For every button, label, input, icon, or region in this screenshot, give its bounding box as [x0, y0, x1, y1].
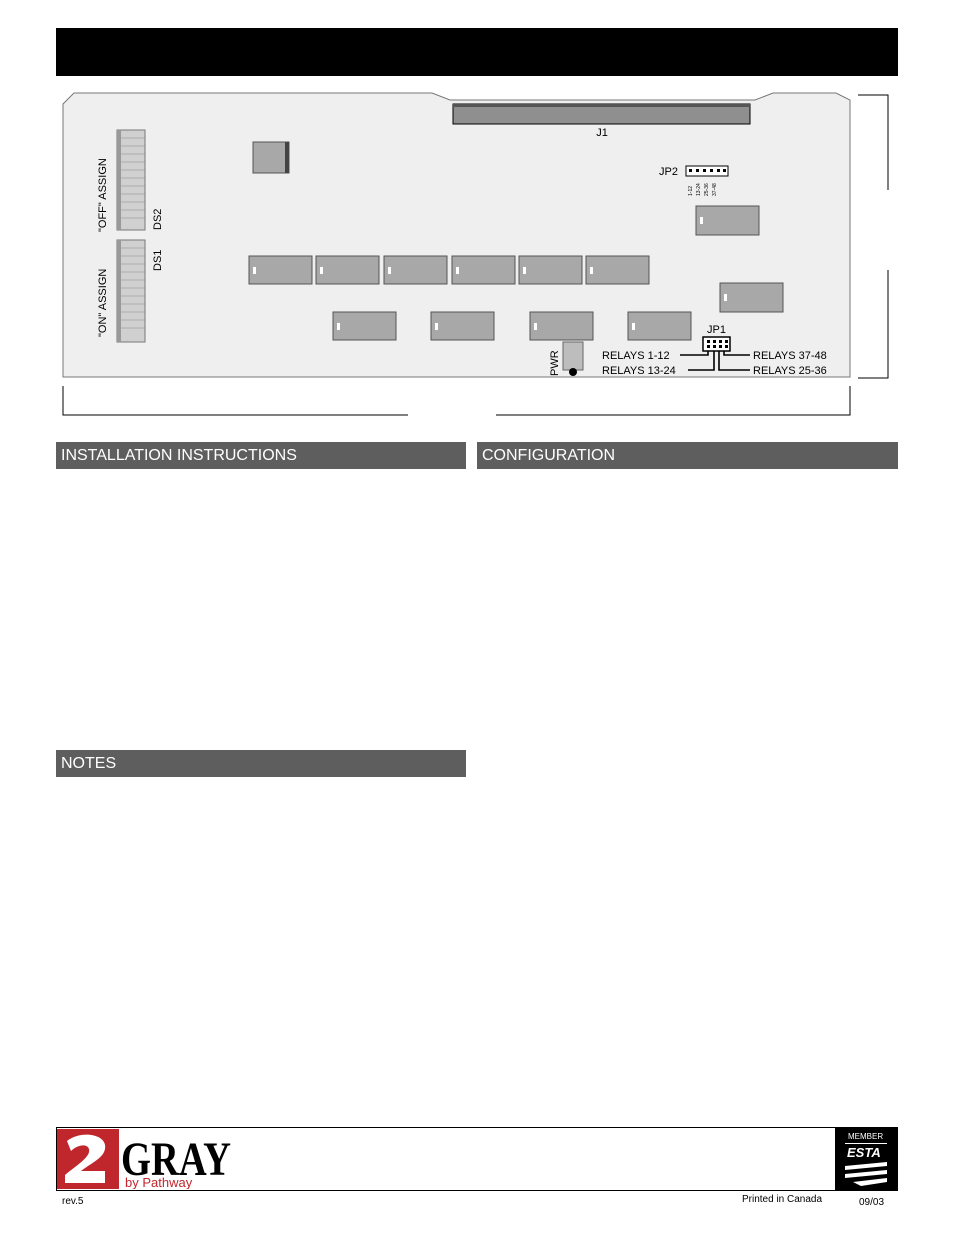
jp2-pin-2: 13-24 [696, 183, 702, 196]
gray-logo [57, 1129, 237, 1189]
dip-switch-ds1 [117, 240, 145, 342]
circuit-board-diagram [0, 0, 954, 420]
relays-1-12-label: RELAYS 1-12 [602, 350, 670, 362]
off-assign-label: "OFF" ASSIGN [97, 158, 109, 232]
chip-right-lower [720, 283, 783, 312]
on-assign-label: "ON" ASSIGN [97, 268, 109, 337]
pwr-indicator [563, 342, 583, 370]
j1-label: J1 [596, 127, 608, 139]
relays-13-24-label: RELAYS 13-24 [602, 365, 676, 377]
pwr-label: PWR [549, 350, 561, 376]
ic-small [253, 142, 289, 173]
printed-label: Printed in Canada [742, 1194, 823, 1205]
esta-wave-icon [845, 1162, 887, 1186]
notes-header: NOTES [56, 750, 466, 777]
relays-25-36-label: RELAYS 25-36 [753, 365, 827, 377]
jp2-label: JP2 [659, 166, 678, 178]
esta-name-label: ESTA [847, 1145, 881, 1160]
dip-switch-ds2 [117, 130, 145, 230]
rev-label: rev.5 [62, 1196, 84, 1207]
chip-right-upper [696, 206, 759, 235]
logo-word: GRAY [121, 1133, 231, 1186]
esta-member-label: MEMBER [848, 1132, 884, 1141]
installation-header: INSTALLATION INSTRUCTIONS [56, 442, 466, 469]
jp2-header [686, 166, 728, 176]
jp2-pin-3: 25-36 [704, 183, 710, 196]
jp1-header [703, 337, 730, 351]
jp2-pin-1: 1-12 [688, 185, 694, 196]
configuration-header: CONFIGURATION [477, 442, 898, 469]
esta-badge [835, 1128, 897, 1190]
jp1-label: JP1 [707, 324, 726, 336]
ds1-label: DS1 [152, 249, 164, 271]
jp2-pin-4: 37-48 [712, 183, 718, 196]
logo-sub: by Pathway [125, 1175, 193, 1189]
date-label: 09/03 [859, 1197, 885, 1208]
relays-37-48-label: RELAYS 37-48 [753, 350, 827, 362]
ds2-label: DS2 [152, 208, 164, 230]
